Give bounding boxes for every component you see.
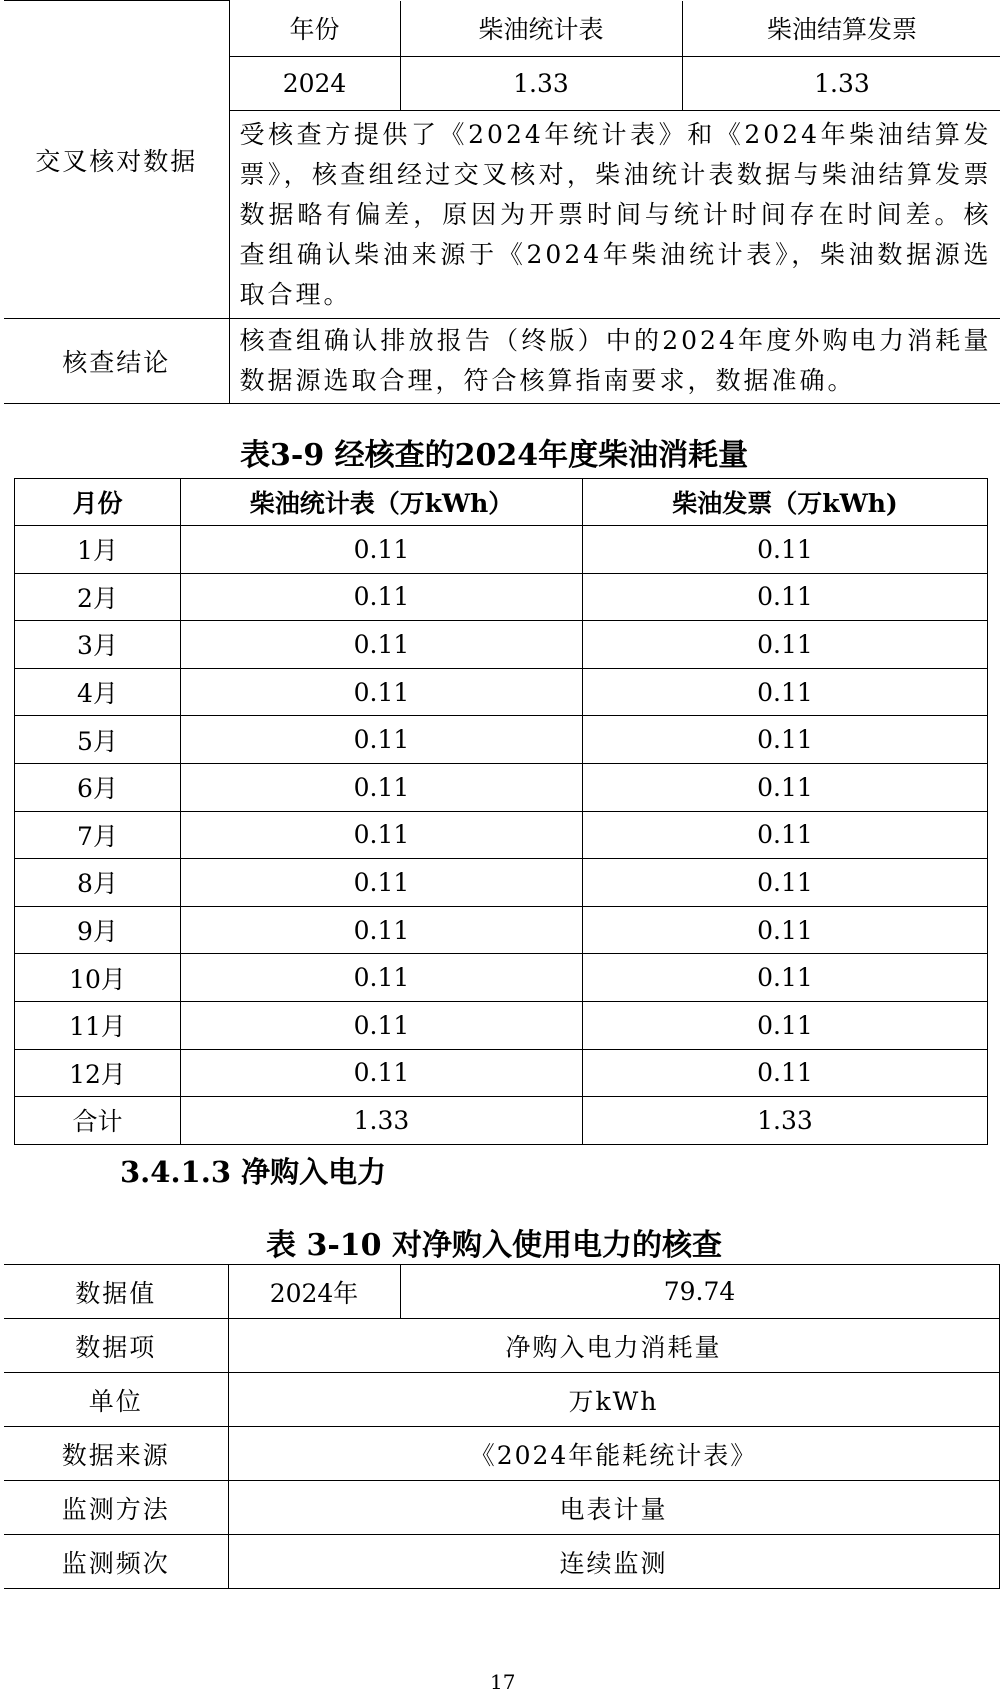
stat-value-cell: 0.11 [181,1049,583,1097]
table-row [4,1427,999,1481]
invoice-value-cell: 0.11 [583,716,988,764]
table-row [4,1373,999,1427]
table-row [15,573,988,621]
header-invoice: 柴油发票（万kWh) [583,479,988,526]
invoice-value-cell: 0.11 [583,573,988,621]
table-row [15,1001,988,1049]
stat-value-cell: 0.11 [181,906,583,954]
month-cell: 6月 [15,763,181,811]
stat-value-cell: 1.33 [181,1097,583,1145]
table-row [15,954,988,1002]
row-label: 监测频次 [4,1535,228,1589]
table-3-9-title: 表3-9 经核查的2024年度柴油消耗量 [240,438,749,473]
value-number: 79.74 [400,1265,999,1319]
table-row [15,811,988,859]
month-cell: 11月 [15,1001,181,1049]
invoice-value-cell: 0.11 [583,906,988,954]
table-row [15,1097,988,1145]
table-row [15,526,988,574]
row-label: 数据项 [4,1319,228,1373]
invoice-value-cell: 0.11 [583,1049,988,1097]
stat-value-cell: 0.11 [181,763,583,811]
invoice-value-cell: 0.11 [583,763,988,811]
cross-check-label: 交叉核对数据 [4,1,229,319]
stat-value-cell: 0.11 [181,716,583,764]
stat-value-cell: 0.11 [181,1001,583,1049]
table-row [4,1319,999,1373]
table-3-9 [14,478,988,1145]
table-3-10 [4,1264,1000,1589]
table-row [15,1049,988,1097]
stat-value-cell: 0.11 [181,954,583,1002]
table-row [4,1481,999,1535]
month-cell: 12月 [15,1049,181,1097]
header-diesel-stat: 柴油统计表 [400,1,682,57]
month-cell: 合计 [15,1097,181,1145]
table-row [15,763,988,811]
row-diesel-invoice: 1.33 [682,57,1000,111]
header-year: 年份 [229,1,400,57]
stat-value-cell: 0.11 [181,526,583,574]
month-cell: 10月 [15,954,181,1002]
header-month: 月份 [15,479,181,526]
value-year: 2024年 [228,1265,400,1319]
month-cell: 3月 [15,621,181,669]
table-row [15,668,988,716]
table-row [15,716,988,764]
row-year: 2024 [229,57,400,111]
row-value: 连续监测 [228,1535,999,1589]
row-value: 《2024年能耗统计表》 [228,1427,999,1481]
invoice-value-cell: 0.11 [583,621,988,669]
conclusion-label: 核查结论 [4,319,229,404]
row-value: 电表计量 [228,1481,999,1535]
section-heading: 3.4.1.3 净购入电力 [120,1155,387,1189]
header-diesel-invoice: 柴油结算发票 [682,1,1000,57]
month-cell: 9月 [15,906,181,954]
month-cell: 2月 [15,573,181,621]
invoice-value-cell: 0.11 [583,668,988,716]
stat-value-cell: 0.11 [181,573,583,621]
invoice-value-cell: 0.11 [583,1001,988,1049]
month-cell: 4月 [15,668,181,716]
row-diesel-stat: 1.33 [400,57,682,111]
stat-value-cell: 0.11 [181,859,583,907]
month-cell: 1月 [15,526,181,574]
page-number: 17 [490,1670,516,1694]
invoice-value-cell: 0.11 [583,859,988,907]
row-label: 单位 [4,1373,228,1427]
stat-value-cell: 0.11 [181,621,583,669]
invoice-value-cell: 0.11 [583,526,988,574]
month-cell: 5月 [15,716,181,764]
invoice-value-cell: 0.11 [583,811,988,859]
invoice-value-cell: 0.11 [583,954,988,1002]
row-value: 万kWh [228,1373,999,1427]
row-value: 净购入电力消耗量 [228,1319,999,1373]
cross-check-text: 受核查方提供了《2024年统计表》和《2024年柴油结算发票》，核查组经过交叉核对，柴油统计表数据与柴油结算发票数据略有偏差，原因为开票时间与统计时间存在时间差。核查组确认柴油来源于《2024年柴油统计表》，柴油数据源选取合理。 [229,111,1000,319]
month-cell: 8月 [15,859,181,907]
header-stat: 柴油统计表（万kWh） [181,479,583,526]
table-row [15,859,988,907]
table-3-10-title: 表 3-10 对净购入使用电力的核查 [266,1228,722,1263]
value-label: 数据值 [4,1265,228,1319]
month-cell: 7月 [15,811,181,859]
table-row [15,906,988,954]
table-row [15,621,988,669]
stat-value-cell: 0.11 [181,811,583,859]
table-row [4,1535,999,1589]
row-label: 数据来源 [4,1427,228,1481]
row-label: 监测方法 [4,1481,228,1535]
conclusion-text: 核查组确认排放报告（终版）中的2024年度外购电力消耗量数据源选取合理，符合核算指南要求，数据准确。 [229,319,1000,404]
stat-value-cell: 0.11 [181,668,583,716]
invoice-value-cell: 1.33 [583,1097,988,1145]
cross-check-table [4,0,1000,404]
